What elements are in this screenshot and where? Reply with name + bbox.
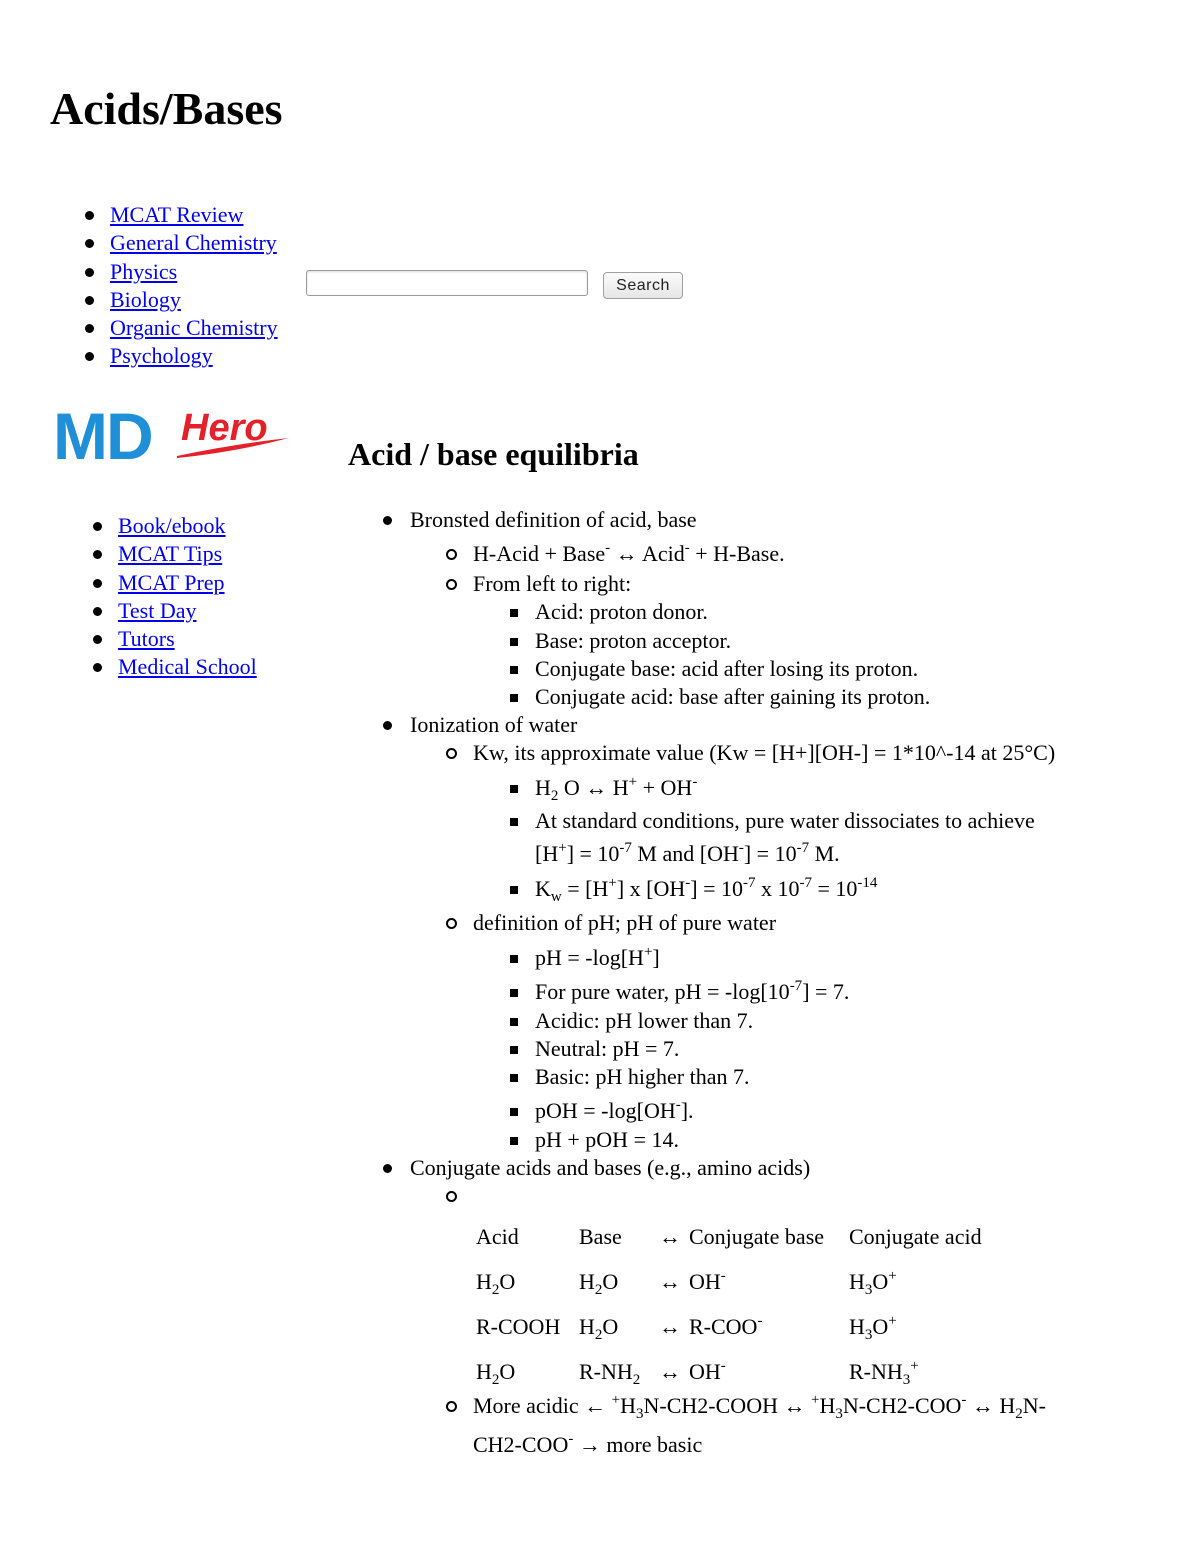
list-item-ph-def: definition of pH; pH of pure water: [473, 910, 777, 935]
nav-item-mcat-review: [110, 201, 278, 229]
table-header-row: [476, 1214, 982, 1259]
table-header: Base: [579, 1223, 622, 1249]
side-item-mcat-prep: [118, 569, 257, 597]
table-cell: ↔: [659, 1268, 681, 1294]
search-input[interactable]: [306, 270, 588, 296]
top-nav: [110, 201, 278, 371]
logo-text-md: MD: [53, 400, 152, 462]
table-header: ↔: [659, 1223, 681, 1249]
side-item-test-day: [118, 597, 257, 625]
logo-text-hero: Hero: [181, 407, 268, 449]
list-item-conj-base-def: Conjugate base: acid after losing its proton.: [535, 656, 919, 681]
list-item-ionization: Ionization of water: [410, 712, 578, 737]
list-item-bronsted-equation: H-Acid + Base- ↔ Acid- + H-Base.: [473, 540, 785, 566]
table-cell: OH-: [689, 1267, 726, 1294]
list-item-std-conditions: At standard conditions, pure water dissociates to achieve: [535, 808, 1035, 833]
side-item-medical-school: [118, 653, 257, 681]
nav-item-general-chemistry: [110, 229, 278, 257]
list-item-acid-def: Acid: proton donor.: [535, 599, 708, 624]
section-title: Acid / base equilibria: [348, 436, 639, 472]
nav-link-physics[interactable]: Physics: [110, 258, 178, 284]
list-item-ph-formula: pH = -log[H+]: [535, 944, 660, 970]
list-item-ph-poh: pH + pOH = 14.: [535, 1127, 679, 1152]
table-cell: $H_2O$: [476, 1358, 516, 1388]
list-item-poh: pOH = -log[OH-].: [535, 1097, 694, 1123]
table-row: [476, 1304, 982, 1349]
nav-item-organic-chemistry: [110, 314, 278, 342]
search-button[interactable]: Search: [603, 272, 683, 299]
table-cell: $H_2O$: [579, 1313, 619, 1343]
nav-item-biology: [110, 286, 278, 314]
nav-link-organic-chemistry[interactable]: Organic Chemistry: [110, 315, 278, 341]
list-item-conj-pairs: Conjugate acids and bases (e.g., amino acids): [410, 1155, 811, 1180]
table-cell: $R-NH_2$: [579, 1358, 641, 1388]
table-cell: $H_3O^+$: [849, 1312, 897, 1343]
table-header: Conjugate acid: [849, 1223, 982, 1249]
nav-item-psychology: [110, 342, 278, 370]
side-link-test-day[interactable]: Test Day: [118, 597, 197, 623]
side-item-book: [118, 512, 257, 540]
md-hero-logo[interactable]: [53, 400, 293, 462]
table-header: Acid: [476, 1223, 519, 1249]
conjugate-table: [476, 1214, 982, 1394]
nav-item-physics: [110, 258, 278, 286]
nav-link-biology[interactable]: Biology: [110, 286, 181, 312]
nav-link-psychology[interactable]: Psychology: [110, 343, 213, 369]
table-cell: ↔: [659, 1313, 681, 1339]
table-row: [476, 1349, 982, 1394]
side-nav: [118, 512, 257, 682]
list-item-pure-water-ph: For pure water, pH = $-\log[10^{-7}] = 7$.: [535, 978, 850, 1004]
side-item-mcat-tips: [118, 540, 257, 568]
list-item-std-conditions-cont: $[H^+] = 10^{-7}$ M and $[OH^-] = 10^{-7}$ M.: [535, 840, 840, 866]
table-cell: R-COOH: [476, 1313, 561, 1339]
side-link-mcat-prep[interactable]: MCAT Prep: [118, 569, 225, 595]
list-item-neutral: Neutral: pH = 7.: [535, 1036, 680, 1061]
table-cell: R-COO-: [689, 1312, 763, 1339]
side-item-tutors: [118, 625, 257, 653]
table-header: Conjugate base: [689, 1223, 825, 1249]
side-link-medical-school[interactable]: Medical School: [118, 654, 257, 680]
list-item-base-def: Base: proton acceptor.: [535, 628, 732, 653]
table-cell: $R-NH_3^+$: [849, 1357, 919, 1388]
table-cell: $H_2O$: [579, 1268, 619, 1298]
list-item-conj-acid-def: Conjugate acid: base after gaining its proton.: [535, 684, 931, 709]
list-item-bronsted: Bronsted definition of acid, base: [410, 507, 697, 532]
list-item-water-eq: $H_2$ O ↔ H+ + OH-: [535, 774, 698, 804]
list-item-kw-eq: $K_w = [H^+]$ x $[OH^-] = 10^{-7}$ x $10^{-7} = 10^{-14}$: [535, 875, 878, 905]
table-cell: OH-: [689, 1357, 726, 1384]
table-cell: $H_3O^+$: [849, 1267, 897, 1298]
nav-link-general-chemistry[interactable]: General Chemistry: [110, 230, 277, 256]
side-link-mcat-tips[interactable]: MCAT Tips: [118, 541, 223, 567]
list-item-acidic: Acidic: pH lower than 7.: [535, 1008, 754, 1033]
side-link-book[interactable]: Book/ebook: [118, 513, 226, 538]
list-item-basic: Basic: pH higher than 7.: [535, 1064, 750, 1089]
side-link-tutors[interactable]: Tutors: [118, 626, 175, 652]
list-item-kw: Kw, its approximate value (Kw = [H+][OH-] = 1*10^-14 at 25°C): [473, 740, 1056, 765]
table-row: [476, 1259, 982, 1304]
list-item-left-right: From left to right:: [473, 571, 632, 596]
nav-link-mcat-review[interactable]: MCAT Review: [110, 202, 244, 227]
list-item-amino-acid: More acidic ← $^+H_3N-CH2$-COOH ↔ $^+H_3N-CH2-COO^-$ ↔ $H_2N-$: [473, 1392, 1047, 1422]
table-cell: ↔: [659, 1358, 681, 1384]
page-title: Acids/Bases: [50, 83, 283, 134]
list-item-amino-acid-cont: CH2-COO- → more basic: [473, 1431, 703, 1457]
table-cell: $H_2O$: [476, 1268, 516, 1298]
